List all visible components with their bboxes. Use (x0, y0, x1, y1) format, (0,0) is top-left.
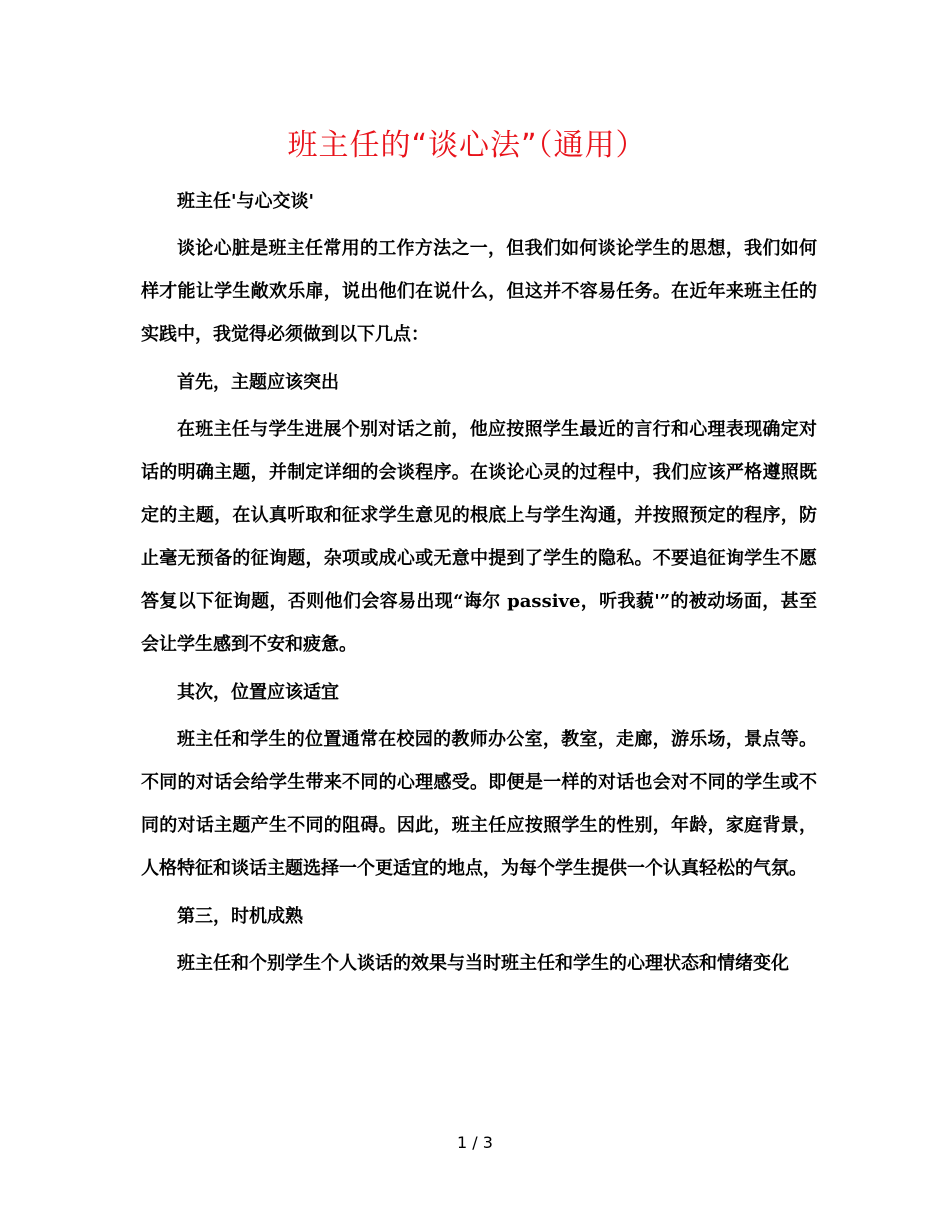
paragraph-location: 班主任和学生的位置通常在校园的教师办公室，教室，走廊，游乐场，景点等。不同的对话会给学生带来不同的心理感受。即便是一样的对话也会对不同的学生或不同的对话主题产生不同的阻碍。因此，班主任应按照学生的性别，年龄，家庭背景，人格特征和谈话主题选择一个更适宜的地点，为每个学生提供一个认真轻松的气氛。 (141, 729, 817, 879)
paragraph-intro: 谈论心脏是班主任常用的工作方法之一，但我们如何谈论学生的思想，我们如何样才能让学生敞欢乐扉，说出他们在说什么，但这并不容易任务。在近年来班主任的实践中，我觉得必须做到以下几点： (141, 238, 817, 345)
page-number: 1 / 3 (457, 1133, 493, 1152)
section-heading-first: 首先，主题应该突出 (177, 372, 339, 393)
section-heading-third: 第三，时机成熟 (177, 906, 303, 927)
subtitle: 班主任'与心交谈' (177, 191, 315, 212)
paragraph-timing: 班主任和个别学生个人谈话的效果与当时班主任和学生的心理状态和情绪变化 (177, 953, 789, 974)
document-body (141, 180, 817, 985)
page-title: 班主任的“谈心法”（通用） (287, 128, 647, 163)
section-heading-second: 其次，位置应该适宜 (177, 682, 339, 703)
paragraph-topic: 在班主任与学生进展个别对话之前，他应按照学生最近的言行和心理表现确定对话的明确主题，并制定详细的会谈程序。在谈论心灵的过程中，我们应该严格遵照既定的主题，在认真听取和征求学生意见的根底上与学生沟通，并按照预定的程序，防止毫无预备的征询题，杂项或成心或无意中提到了学生的隐私。不要追征询学生不愿答复以下征询题，否则他们会容易出现“诲尔 passive，听我藐'”的被动场面，甚至会让学生感到不安和疲惫。 (141, 419, 817, 655)
